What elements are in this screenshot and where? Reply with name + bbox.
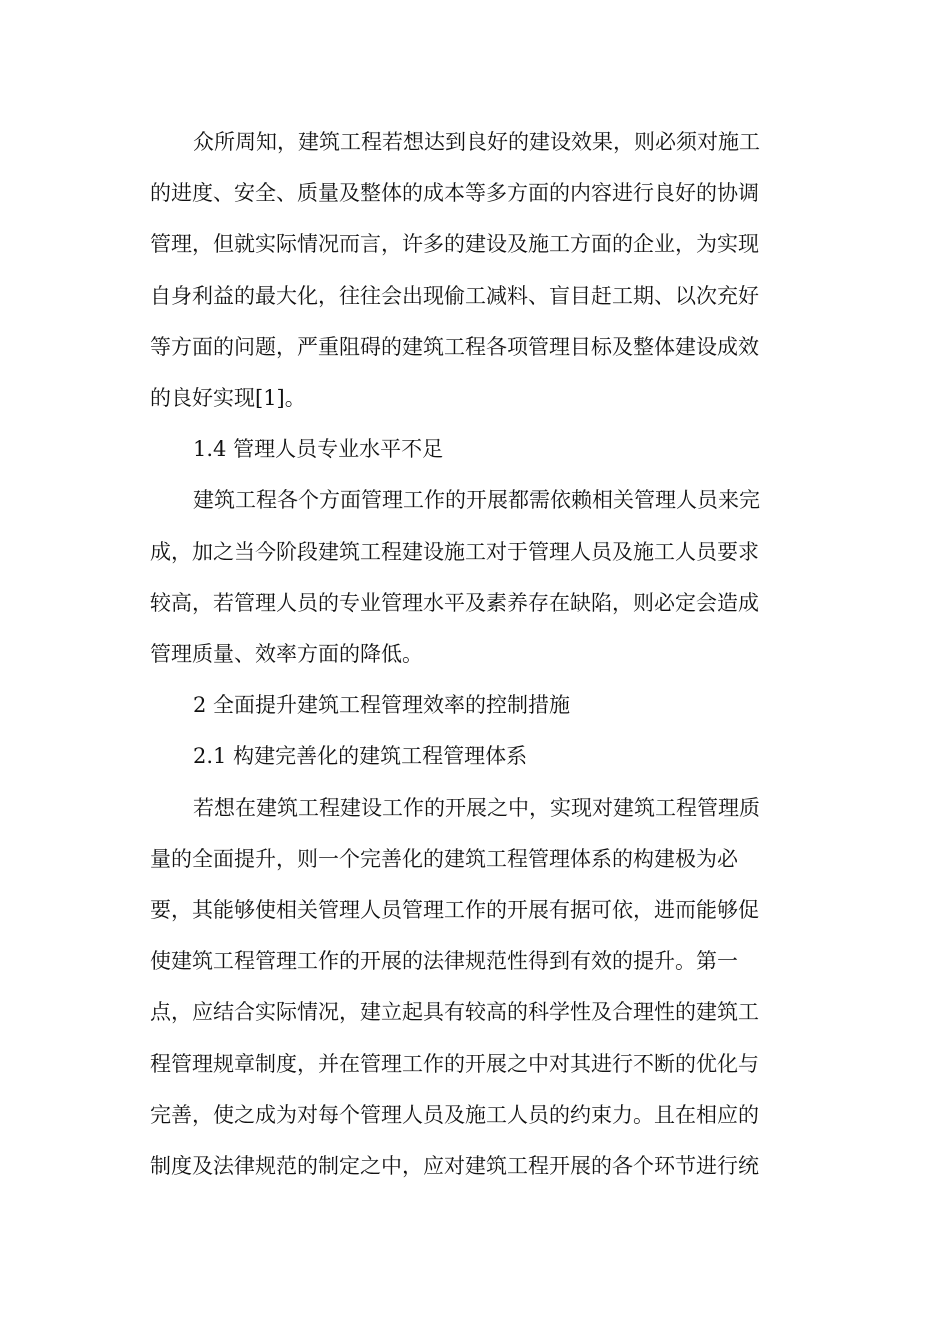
text-line: 管理质量、效率方面的降低。	[150, 642, 423, 667]
text-line: 较高，若管理人员的专业管理水平及素养存在缺陷，则必定会造成	[150, 590, 759, 615]
document-body	[150, 117, 800, 1192]
section-heading-2-1: 2.1 构建完善化的建筑工程管理体系	[193, 744, 528, 769]
text-line: 量的全面提升，则一个完善化的建筑工程管理体系的构建极为必	[150, 846, 738, 871]
paragraph-manager-skills	[150, 475, 800, 680]
section-heading-2: 2 全面提升建筑工程管理效率的控制措施	[193, 693, 571, 718]
text-line: 建筑工程各个方面管理工作的开展都需依赖相关管理人员来完	[193, 488, 760, 513]
text-line: 使建筑工程管理工作的开展的法律规范性得到有效的提升。第一	[150, 949, 738, 974]
section-heading-1-4: 1.4 管理人员专业水平不足	[193, 437, 444, 462]
text-line: 若想在建筑工程建设工作的开展之中，实现对建筑工程管理质	[193, 795, 760, 820]
text-line: 制度及法律规范的制定之中，应对建筑工程开展的各个环节进行统	[150, 1154, 759, 1179]
paragraph-management-system	[150, 783, 800, 1193]
text-line: 程管理规章制度，并在管理工作的开展之中对其进行不断的优化与	[150, 1051, 759, 1076]
text-line: 完善，使之成为对每个管理人员及施工人员的约束力。且在相应的	[150, 1102, 759, 1127]
text-line: 成，加之当今阶段建筑工程建设施工对于管理人员及施工人员要求	[150, 539, 759, 564]
text-line: 的良好实现[1]。	[150, 386, 306, 411]
text-line: 的进度、安全、质量及整体的成本等多方面的内容进行良好的协调	[150, 181, 759, 206]
text-line: 管理，但就实际情况而言，许多的建设及施工方面的企业，为实现	[150, 232, 759, 257]
text-line: 点，应结合实际情况，建立起具有较高的科学性及合理性的建筑工	[150, 1000, 759, 1025]
text-line: 要，其能够使相关管理人员管理工作的开展有据可依，进而能够促	[150, 898, 759, 923]
text-line: 自身利益的最大化，往往会出现偷工减料、盲目赶工期、以次充好	[150, 283, 759, 308]
text-line: 等方面的问题，严重阻碍的建筑工程各项管理目标及整体建设成效	[150, 334, 759, 359]
text-line: 众所周知，建筑工程若想达到良好的建设效果，则必须对施工	[193, 130, 760, 154]
paragraph-overview	[150, 117, 800, 424]
